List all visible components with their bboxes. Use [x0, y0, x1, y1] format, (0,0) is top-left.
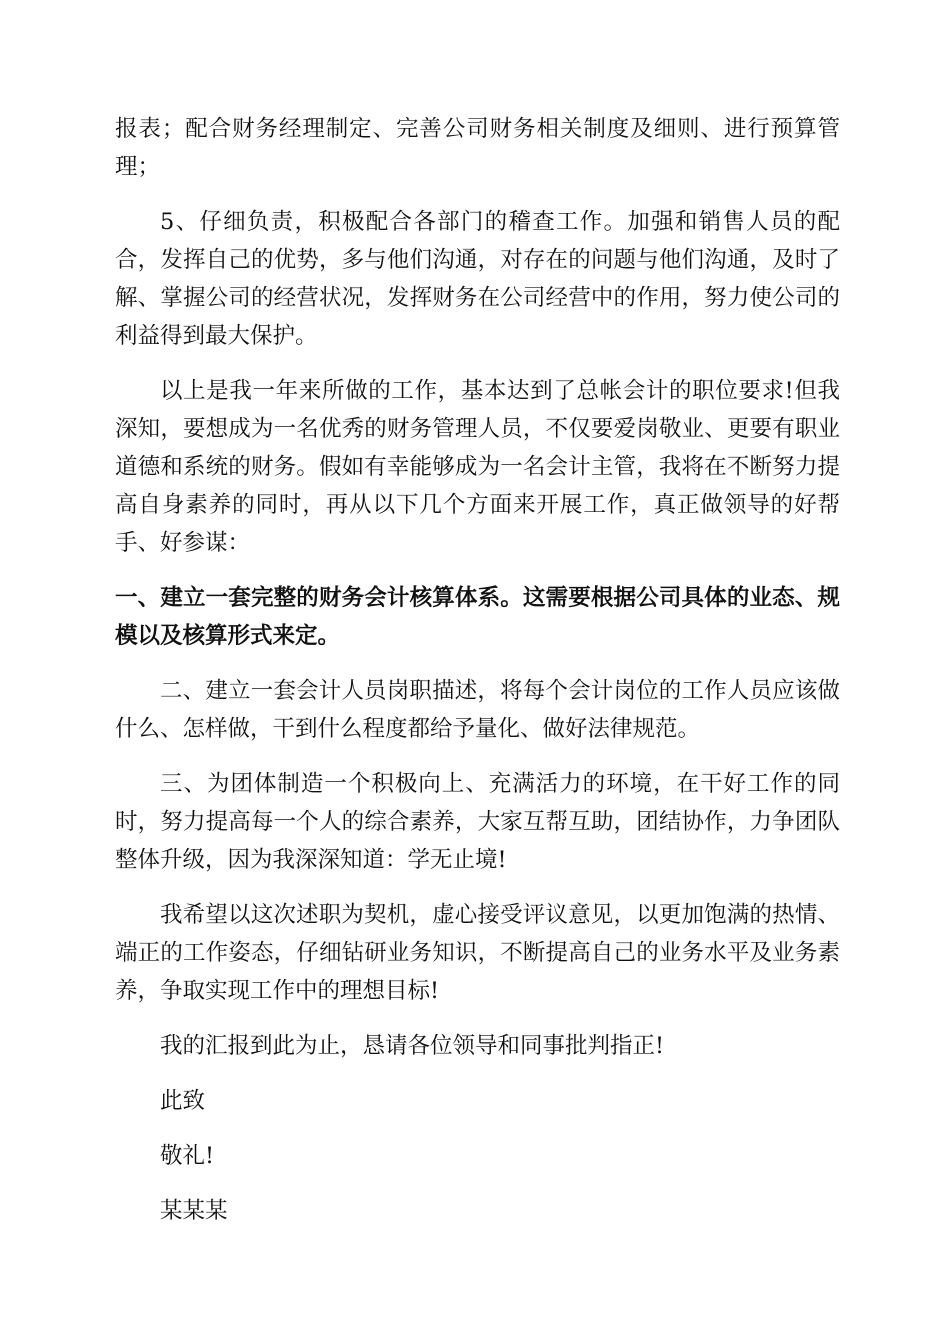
signature: 某某某	[160, 1198, 228, 1224]
paragraph-plan-1: 一、建立一套完整的财务会计核算体系。这需要根据公司具体的业态、规模以及核算形式来定。	[115, 585, 840, 649]
paragraph-end-of-report: 我的汇报到此为止，恳请各位领导和同事批判指正!	[160, 1033, 665, 1059]
paragraph-plan-3: 三、为团体制造一个积极向上、充满活力的环境，在干好工作的同时，努力提高每一个人的综合素养，大家互帮互助，团结协作，力争团队整体升级，因为我深深知道：学无止境!	[115, 771, 840, 873]
paragraph-summary: 以上是我一年来所做的工作，基本达到了总帐会计的职位要求!但我深知，要想成为一名优秀的财务管理人员，不仅要爱岗敬业、更要有职业道德和系统的财务。假如有幸能够成为一名会计主管，我将在不断努力提高自身素养的同时，再从以下几个方面来开展工作，真正做领导的好帮手、好参谋：	[115, 378, 840, 556]
closing-salutation-1: 此致	[160, 1088, 206, 1114]
document-page	[115, 110, 840, 1247]
paragraph-item-5: 5、仔细负责，积极配合各部门的稽查工作。加强和销售人员的配合，发挥自己的优势，多与他们沟通，对存在的问题与他们沟通，及时了解、掌握公司的经营状况，发挥财务在公司经营中的作用，努力使公司的利益得到最大保护。	[115, 209, 840, 349]
paragraph-report-continuation: 报表；配合财务经理制定、完善公司财务相关制度及细则、进行预算管理；	[115, 116, 840, 180]
closing-salutation-2: 敬礼!	[160, 1143, 215, 1169]
paragraph-plan-2: 二、建立一套会计人员岗职描述，将每个会计岗位的工作人员应该做什么、怎样做，干到什么程度都给予量化、做好法律规范。	[115, 678, 840, 742]
paragraph-hope: 我希望以这次述职为契机，虚心接受评议意见，以更加饱满的热情、端正的工作姿态，仔细钻研业务知识，不断提高自己的业务水平及业务素养，争取实现工作中的理想目标!	[115, 902, 840, 1004]
